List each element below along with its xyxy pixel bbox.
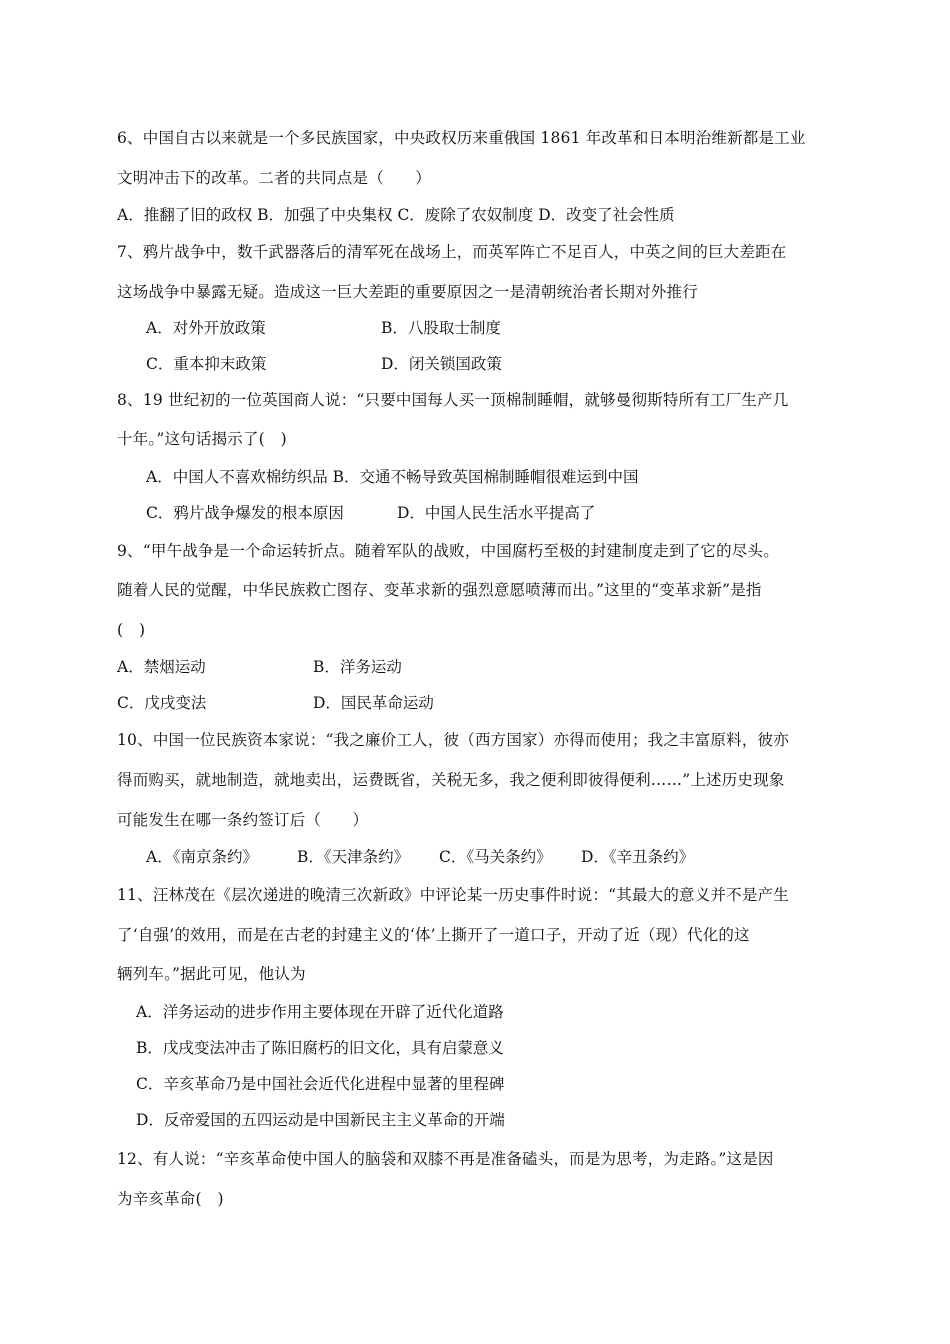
q8-option-c: C．鸦片战争爆发的根本原因 [146,504,344,522]
q8-stem-line-2: 十年。”这句话揭示了( ) [117,430,287,448]
q6-options: A．推翻了旧的政权 B．加强了中央集权 C．废除了农奴制度 D．改变了社会性质 [117,206,675,224]
q10-option-c: C．《马关条约》 [439,848,552,866]
q11-stem-line-2: 了‘自强’的效用，而是在古老的封建主义的‘体’上撕开了一道口子，开动了近（现）代化的这 [117,926,750,944]
q8-stem-line-1: 8、19 世纪初的一位英国商人说：“只要中国每人买一顶棉制睡帽，就够曼彻斯特所有工厂生产几 [117,391,789,409]
q10-option-a: A．《南京条约》 [146,848,258,866]
q10-option-d: D．《辛丑条约》 [581,848,695,866]
q9-stem-line-2: 随着人民的觉醒，中华民族救亡图存、变革求新的强烈意愿喷薄而出。”这里的“变革求新”是指 [117,581,762,599]
q7-stem-line-2: 这场战争中暴露无疑。造成这一巨大差距的重要原因之一是清朝统治者长期对外推行 [117,283,698,301]
q11-option-d: D．反帝爱国的五四运动是中国新民主主义革命的开端 [136,1111,505,1129]
q7-option-a: A．对外开放政策 [146,319,266,337]
q7-option-b: B．八股取士制度 [381,319,501,337]
q8-option-d: D．中国人民生活水平提高了 [397,504,596,522]
q9-option-b: B．洋务运动 [313,658,402,676]
q12-stem-line-1: 12、有人说：“辛亥革命使中国人的脑袋和双膝不再是准备磕头，而是为思考，为走路。”这是因 [117,1150,774,1168]
q7-stem-line-1: 7、鸦片战争中，数千武器落后的清军死在战场上，而英军阵亡不足百人，中英之间的巨大差距在 [117,243,787,261]
q6-stem-line-1: 6、中国自古以来就是一个多民族国家，中央政权历来重俄国 1861 年改革和日本明治维新都是工业 [117,129,806,147]
q10-option-b: B．《天津条约》 [297,848,410,866]
q11-stem-line-1: 11、汪林茂在《层次递进的晚清三次新政》中评论某一历史事件时说：“其最大的意义并不是产生 [117,886,789,904]
q12-stem-line-2: 为辛亥革命( ) [117,1190,224,1208]
q10-stem-line-3: 可能发生在哪一条约签订后（ ） [117,811,369,829]
q11-option-a: A．洋务运动的进步作用主要体现在开辟了近代化道路 [136,1003,504,1021]
q6-stem-line-2: 文明冲击下的改革。二者的共同点是（ ） [117,169,432,187]
q7-option-d: D．闭关锁国政策 [381,355,502,373]
q9-option-c: C．戊戌变法 [117,694,207,712]
q10-stem-line-1: 10、中国一位民族资本家说：“我之廉价工人，彼（西方国家）亦得而使用；我之丰富原料，彼亦 [117,731,789,749]
q11-option-b: B．戊戌变法冲击了陈旧腐朽的旧文化，具有启蒙意义 [136,1039,504,1057]
q9-stem-line-3: ( ) [117,621,146,639]
q7-option-c: C．重本抑末政策 [146,355,267,373]
q9-stem-line-1: 9、“甲午战争是一个命运转折点。随着军队的战败，中国腐朽至极的封建制度走到了它的尽头。 [117,542,779,560]
q11-stem-line-3: 辆列车。”据此可见，他认为 [117,965,306,983]
q11-option-c: C．辛亥革命乃是中国社会近代化进程中显著的里程碑 [136,1075,505,1093]
q8-options-ab: A．中国人不喜欢棉纺织品 B．交通不畅导致英国棉制睡帽很难运到中国 [146,468,639,486]
q9-option-a: A．禁烟运动 [117,658,206,676]
q9-option-d: D．国民革命运动 [313,694,434,712]
q10-stem-line-2: 得而购买，就地制造，就地卖出，运费既省，关税无多，我之便利即彼得便利……”上述历史现象 [117,771,785,789]
